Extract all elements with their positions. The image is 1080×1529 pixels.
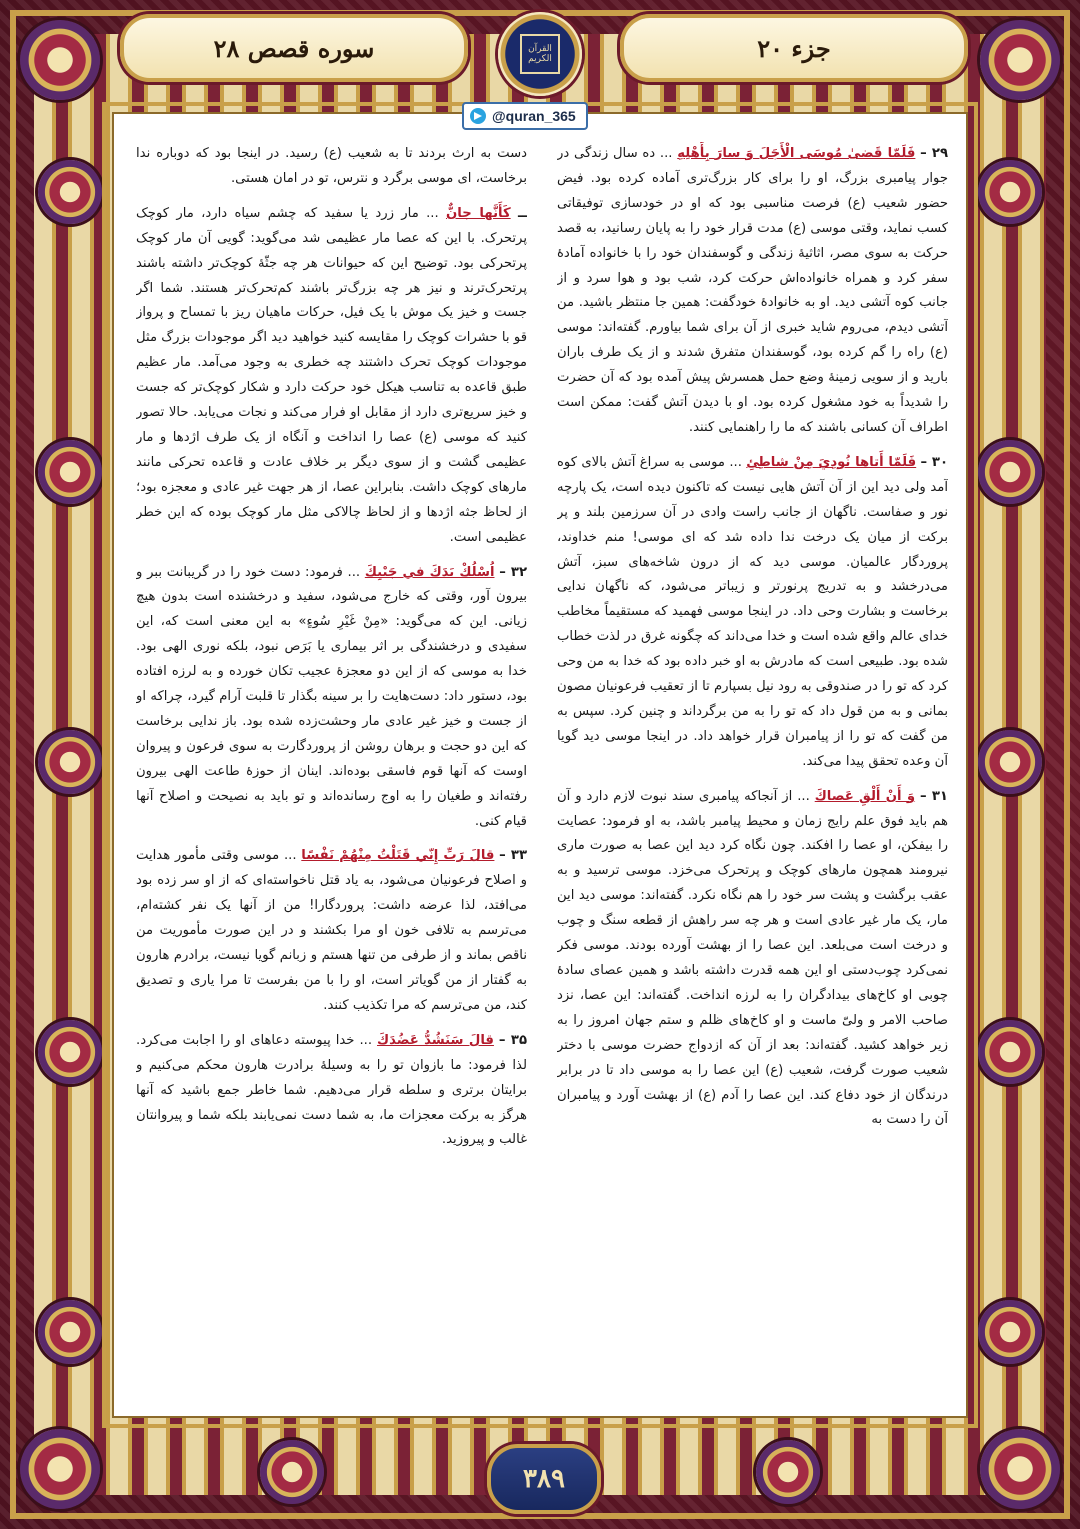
- page-number: ۳۸۹: [523, 1464, 565, 1494]
- border-medallion-icon: [756, 1440, 820, 1504]
- commentary-text: ... موسی وقتی مأمور هدایت و اصلاح فرعونیان می‌شود، به یاد قتل ناخواسته‌ای که از او سر زده بود می‌افتد، لذا عرضه داشت: پروردگارا! من از آنها یک نفر کشته‌ام، می‌ترسم به تلافی خون او مرا بکشند و در این صورت مأموریت من ناقص بماند و از طرفی من تنها هستم و زبانم گویا نیست، برادرم هارون به گفتار از من گویاتر است، او را با من بفرست تا مرا یاری و تصدیق کند، من می‌ترسم که مرا تکذیب کنند.: [136, 848, 527, 1013]
- commentary-text: دست به ارث بردند تا به شعیب (ع) رسید. در اینجا بود که دوباره ندا برخاست، ای موسی برگرد و نترس، تو در امان هستی.: [136, 146, 527, 186]
- border-medallion-icon: [38, 730, 102, 794]
- verse-commentary-paragraph: [557, 451, 948, 775]
- commentary-text: ... ده سال زندگی در جوار پیامبری بزرگ، او را برای کار بزرگ‌تری آماده کرده بود. فیض حضور شعیب (ع) فرصت مناسبی بود که او در خودسازی توفیقاتی کسب نماید، وقتی موسی (ع) مدت قرار خود را به پایان رسانید، به قصد حرکت به سوی مصر، اثاثیهٔ زندگی و گوسفندان خود را با خانواده آمادهٔ سفر کرد و همراه خانواده‌اش حرکت کرد، شب بود و هوا سرد و از جانب کوه آتشی دید. او به خانوادهٔ خودگفت: همین جا منتظر باشید. من آتشی دیدم، می‌روم شاید خبری از آن برای شما بیاورم. گفته‌اند: موسی (ع) راه را گم کرده بود، گوسفندان متفرق شدند و از یک طرف باران بارید و از سویی زمینهٔ وضع حمل همسرش پیش آمده بود که آن حضرت را شدیداً به خود مشغول کرده بود. او با دیدن آتش گفت: ممکن است اطراف آن کسانی باشند که ما را راهنمایی کنند.: [557, 146, 948, 435]
- juz-title-cartouche: [620, 14, 968, 82]
- verse-number: ــ: [517, 205, 527, 221]
- border-medallion-icon: [978, 730, 1042, 794]
- commentary-text: ... مار زرد یا سفید که چشم سیاه دارد، مار کوچک پرتحرک. با این که عصا مار عظیمی شد می‌گوید: گویی آن مار کوچک پرتحرکی بود. توضیح این که حیوانات هر چه جثّهٔ کوچک‌تر داشته باشند پرتحرک‌ترند و نیز هر چه بزرگ‌تر باشند کم‌تحرک‌تر هستند. شما اگر جست و خیز یک موش با یک فیل، حرکات ماهیان ریز با تمساح و پرواز قو با حشرات کوچک را مقایسه کنید خواهید دید اگر موجودات بزرگ مثل موجودات کوچک تحرک داشتند چه خطری به وجود می‌آمد. مار عظیم طبق قاعده به تناسب هیکل خود حرکت دارد و شکار کوچک‌تر که جست و خیز سریع‌تری دارد از مقابل او فرار می‌کند و نجات می‌یابد. حالا تصور کنید که موسی (ع) عصا را انداخت و آنگاه از یک طرف اژدها و مار عظیمی گشت و از سوی دیگر بر خلاف عادت و قاعده تحرکی مانند مارهای کوچک داشت. بنابراین عصا، از هر جهت غیر عادی و معجزه بود؛ از لحاظ جثه اژدها و از لحاظ چالاکی مثل مار کوچک بوده که این خطر عظیمی است.: [136, 205, 527, 545]
- verse-commentary-paragraph: [136, 202, 527, 551]
- left-column: [136, 142, 527, 1392]
- border-medallion-icon: [980, 20, 1060, 100]
- verse-number: ۳۳ –: [499, 848, 527, 864]
- logo-calligraphy: القرآن الكريم: [520, 34, 560, 74]
- commentary-text: ... موسی به سراغ آتش بالای کوه آمد ولی دید این از آن آتش هایی نیست که تاکنون دیده است، یک پارچه نور و صفاست. ناگهان از جانب راست وادی در آن سرزمین بلند و پر برکت از میان یک درخت ندا داده شد که ای موسی! منم خداوند، پروردگار عالمیان. موسی دید که از درون شاخه‌های سبز، آتش می‌درخشد و به تدریج پرنورتر و زیباتر می‌شود، که ناگهان ندایی برخاست و بشارت وحی داد. در اینجا موسی فهمید که مستقیماً مخاطب خدای عالم واقع شده است و خدا می‌داند که چگونه غرق در لذت خطاب شده بود. طبیعی است که مادرش به او خبر داده بود که خدا به من وحی کرد که تو را در صندوقی به رود نیل بسپارم تا از تعقیب فرعونیان مصون بمانی و به من قول داد که تو را به من برگرداند و چنین کرد. سپس به من گفت که تو را از پیامبران قرار خواهد داد. در اینجا موسی دید گویا آن وعده تحقق پیدا می‌کند.: [557, 454, 948, 769]
- verse-commentary-paragraph: [136, 142, 527, 192]
- border-medallion-icon: [978, 440, 1042, 504]
- juz-title: جزء ۲۰: [757, 33, 831, 63]
- commentary-text: ... خدا پیوسته دعاهای او را اجابت می‌کرد. لذا فرمود: ما بازوان تو را به وسیلهٔ برادرت هارون محکم می‌کنیم و برایتان برتری و سلطه قرار می‌دهیم. شما خاطر جمع باشید که آنها هرگز به برکت معجزات ما، به شما دست نمی‌یابند بلکه شما و پیروانتان غالب و پیروزید.: [136, 1032, 527, 1148]
- border-medallion-icon: [20, 1429, 100, 1509]
- verse-number: ۳۰ –: [920, 454, 948, 470]
- arabic-verse-excerpt: فَلَمّا قَضىٰ مُوسَى الْأَجَلَ وَ سارَ بِأَهْلِهِ: [677, 146, 916, 161]
- verse-commentary-paragraph: [557, 142, 948, 441]
- arabic-verse-excerpt: وَ أَنْ أَلْقِ عَصاكَ: [814, 788, 916, 804]
- border-medallion-icon: [38, 440, 102, 504]
- verse-commentary-paragraph: [136, 561, 527, 835]
- surah-title: سوره قصص ۲۸: [213, 33, 375, 63]
- border-medallion-icon: [260, 1440, 324, 1504]
- arabic-verse-excerpt: قالَ رَبِّ إِنّي قَتَلْتُ مِنْهُمْ نَفْسًا: [301, 848, 495, 864]
- verse-number: ۳۲ –: [499, 564, 527, 580]
- verse-number: ۳۵ –: [498, 1032, 527, 1048]
- commentary-text-area: [112, 112, 968, 1418]
- arabic-verse-excerpt: فَلَمّا أَتاها نُودِيَ مِنْ شاطِئِ: [746, 454, 917, 470]
- border-medallion-icon: [38, 1020, 102, 1084]
- verse-number: ۲۹ –: [920, 146, 948, 161]
- border-medallion-icon: [978, 1300, 1042, 1364]
- arabic-verse-excerpt: قالَ سَنَشُدُّ عَضُدَكَ: [377, 1032, 494, 1048]
- text-columns: [136, 142, 948, 1392]
- border-medallion-icon: [20, 20, 100, 100]
- border-medallion-icon: [980, 1429, 1060, 1509]
- border-medallion-icon: [38, 1300, 102, 1364]
- quran-logo-icon: [498, 12, 582, 96]
- verse-commentary-paragraph: [136, 1029, 527, 1154]
- border-medallion-icon: [38, 160, 102, 224]
- verse-commentary-paragraph: [557, 785, 948, 1134]
- commentary-text: ... فرمود: دست خود را در گریبانت ببر و بیرون آور، وقتی که خارج می‌شود، سفید و درخشنده است بدون هیچ زیانی. این که می‌گوید: «مِنْ غَيْرِ سُوءٍ» به این معنی است که، این سفیدی و درخشندگی بر اثر بیماری یا بَرَص نبود، بلکه نوری الهی بود. خدا به موسی که از این دو معجزهٔ عجیب تکان خورده و به لرزه افتاده بود، دستور داد: دست‌هایت را بر سینه بگذار تا قلبت آرام گیرد، چراکه او از جست و خیز غیر عادی مار وحشت‌زده شده بود. باز ندایی برخاست که این دو حجت و برهان روشن از پروردگارت به سوی فرعون و پیروان اوست که آنها قوم فاسقی بوده‌اند. اینان از حوزهٔ طاعت الهی بیرون رفته‌اند و طغیان را به اوج رسانده‌اند و تو باید به نصیحت و اصلاح آنها قیام کنی.: [136, 564, 527, 829]
- arabic-verse-excerpt: كَأَنَّها جانٌّ: [445, 205, 511, 221]
- arabic-verse-excerpt: اُسْلُكْ يَدَكَ في جَيْبِكَ: [364, 564, 495, 580]
- right-column: [557, 142, 948, 1392]
- channel-handle: @quran_365: [492, 108, 576, 124]
- verse-commentary-paragraph: [136, 844, 527, 1018]
- border-medallion-icon: [978, 160, 1042, 224]
- border-medallion-icon: [978, 1020, 1042, 1084]
- telegram-icon: [470, 108, 486, 124]
- page-number-badge: [487, 1444, 601, 1514]
- telegram-channel-tag[interactable]: [462, 102, 588, 130]
- commentary-text: ... از آنجاکه پیامبری سند نبوت لازم دارد و آن هم باید فوق علم رایج زمان و محیط پیامبر باشد، به او فرمود: عصایت را بیفکن، او عصا را افکند. چون نگاه کرد دید این عصا به صورت ماری نیرومند همچون مارهای کوچک و پرتحرک می‌خزد. موسی ترسید و به عقب برگشت و پشت سر خود را هم نگاه نکرد. گفته‌اند: موسی دید این مار، یک مار غیر عادی است و هر چه سر راهش از قطعه سنگ و چوب و درخت است می‌بلعد. این عصا را از بهشت آورده بودند. موسی فکر نمی‌کرد چوب‌دستی او این همه قدرت داشته باشد و همین عصای سادهٔ چوبی او کاخ‌های بیدادگران را به لرزه انداخت. گفته‌اند: این عصا، نزد صاحب الامر و ولیّ ماست و او کاخ‌های ظلم و ستم جهان امروز را به زیر خواهد کشید. گفته‌اند: بعد از آن که ازدواج حضرت موسی با دختر شعیب صورت گرفت، شعیب (ع) این عصا را به موسی داد تا در برابر درندگان از خود دفاع کند. این عصا را آدم (ع) از بهشت آورد و پیامبران آن را دست به: [557, 788, 948, 1128]
- surah-title-cartouche: [120, 14, 468, 82]
- verse-number: ۳۱ –: [919, 788, 948, 804]
